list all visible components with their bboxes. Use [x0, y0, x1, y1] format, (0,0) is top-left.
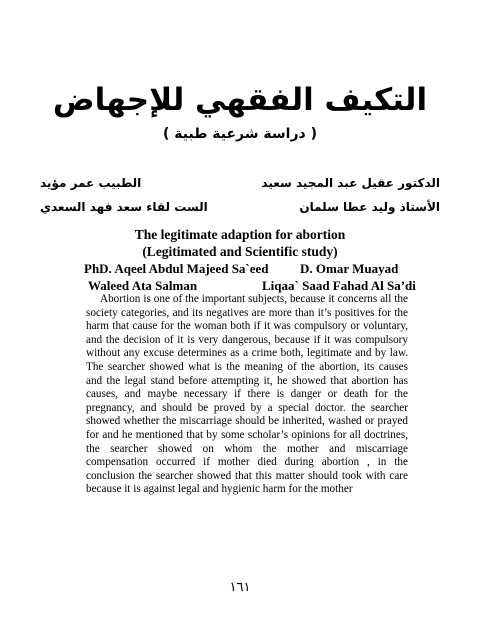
arabic-author-4: الست لقاء سعد فهد السعدي: [40, 200, 208, 214]
arabic-author-3: الأستاذ وليد عطا سلمان: [299, 200, 440, 214]
english-author-1: PhD. Aqeel Abdul Majeed Sa`eed: [84, 261, 269, 276]
arabic-authors-row-2: [40, 198, 440, 216]
abstract-paragraph: Abortion is one of the important subjects, because it concerns all the society categories, and its negatives are more than it’s positives for the harm that cause for the woman both if it was compulsory or voluntary, and the decision of it is very dangerous, because if it was compulsory without any excuse determines as a crime both, legitimate and by law. The searcher showed what is the meaning of the abortion, its causes and the legal stand before attempting it, he showed that abortion has causes, and maybe necessary if there is danger or death for the pregnancy, and should be proved by a special doctor. the searcher showed whether the miscarriage should be inherited, washed or prayed for and he mentioned that by some scholar’s opinions for all doctrines, the searcher showed on whom the mother and miscarriage compensation occurred if mother died during abortion , in the conclusion the searcher showed that this matter should took with care because it is against legal and hygienic harm for the mother: [86, 293, 408, 496]
arabic-author-2: الطبيب عمر مؤيد: [40, 176, 142, 190]
arabic-author-1: الدكتور عقيل عبد المجيد سعيد: [261, 176, 440, 190]
english-author-3: Waleed Ata Salman: [88, 278, 198, 293]
arabic-subtitle: ( دراسة شرعية طبية ): [163, 126, 317, 142]
arabic-title: التكيف الفقهي للإجهاض: [52, 82, 428, 118]
arabic-authors-row-1: [40, 174, 440, 192]
english-subtitle: (Legitimated and Scientific study): [142, 244, 338, 259]
english-title: The legitimate adaption for abortion: [134, 227, 346, 242]
english-author-2: D. Omar Muayad: [300, 261, 399, 276]
english-author-4: Liqaa` Saad Fahad Al Sa’di: [262, 278, 416, 293]
page-number: ١٦١: [229, 580, 251, 595]
